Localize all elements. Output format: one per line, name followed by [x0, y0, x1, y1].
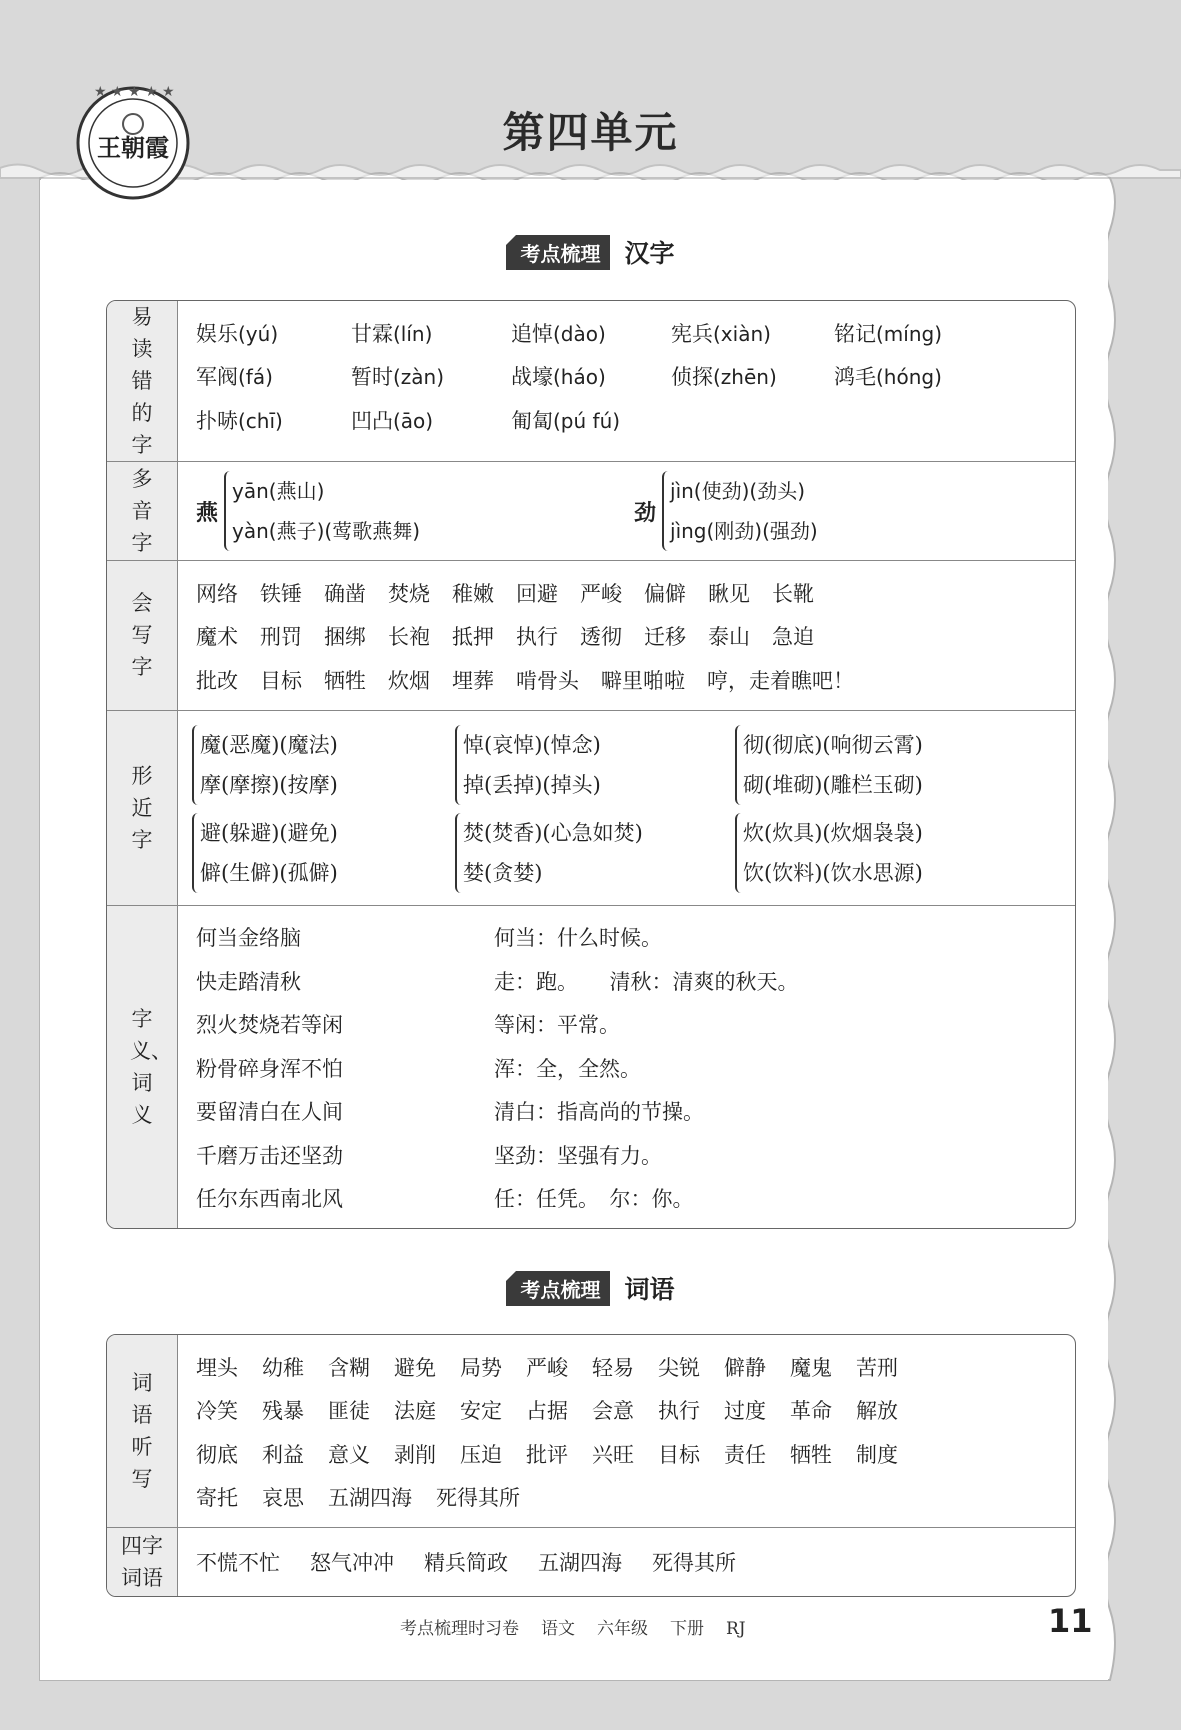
word: 透彻: [580, 625, 622, 650]
similar-char: 悼(哀悼)(悼念): [463, 732, 601, 757]
word: 回避: [516, 581, 558, 606]
word: 埋头: [196, 1355, 238, 1380]
yidu-line: [196, 311, 1075, 355]
word: 死得其所: [436, 1486, 520, 1511]
word: 铁锤: [260, 581, 302, 606]
word: 压迫: [460, 1442, 502, 1467]
meaning: 坚劲：坚强有力。: [494, 1143, 662, 1168]
yidu-content: [178, 301, 1075, 461]
section-heading-ciyu: [0, 1270, 1181, 1306]
pinyin: (yú): [238, 321, 279, 346]
pinyin: (fá): [238, 365, 273, 390]
meaning: 等闲：平常。: [494, 1013, 620, 1038]
ziyi-line: [196, 1090, 1075, 1134]
row-label: 词语听写: [107, 1335, 178, 1527]
pinyin: (háo): [553, 365, 606, 390]
word: 过度: [724, 1399, 766, 1424]
word: 侦探: [671, 365, 713, 390]
logo-text: 王朝霞: [97, 133, 169, 162]
verse: 烈火焚烧若等闲: [196, 1013, 343, 1038]
verse: 要留清白在人间: [196, 1100, 343, 1125]
hanzi-table: [106, 300, 1076, 1229]
word: 网络: [196, 581, 238, 606]
word: 魔鬼: [790, 1355, 832, 1380]
yidu-line: [196, 398, 1075, 442]
ziyi-line: [196, 959, 1075, 1003]
row-label: 字义、词义: [107, 906, 178, 1229]
huixie-line: [196, 658, 1075, 702]
similar-char: 彻(彻底)(响彻云霄): [743, 732, 923, 757]
brace-pair: [455, 725, 735, 805]
ziyi-line: [196, 916, 1075, 960]
similar-char: 焚(焚香)(心急如焚): [463, 820, 643, 845]
verse: 任尔东西南北风: [196, 1187, 343, 1212]
word: 会意: [592, 1399, 634, 1424]
yidu-item: [196, 361, 351, 391]
brace-pair: [455, 813, 735, 893]
word: 五湖四海: [328, 1486, 412, 1511]
word: 泰山: [708, 625, 750, 650]
word: 长袍: [388, 625, 430, 650]
word: 急迫: [772, 625, 814, 650]
yidu-item: [511, 318, 671, 348]
ziyi-line: [196, 1046, 1075, 1090]
word: 批评: [526, 1442, 568, 1467]
polyphone-item: 燕 yān(燕山) yàn(燕子)(莺歌燕舞): [196, 468, 634, 554]
similar-char: 掉(丢掉)(掉头): [463, 772, 601, 797]
verse: 粉骨碎身浑不怕: [196, 1056, 343, 1081]
section-title: 词语: [624, 1275, 675, 1304]
ziyi-line: [196, 1003, 1075, 1047]
yidu-item: [351, 361, 511, 391]
pinyin: (pú fú): [553, 408, 621, 433]
word: 暂时: [351, 365, 393, 390]
word: 批改: [196, 668, 238, 693]
yidu-item: [351, 318, 511, 348]
yidu-item: [834, 361, 974, 391]
yidu-item: [351, 405, 511, 435]
word: 僻静: [724, 1355, 766, 1380]
word: 幼稚: [262, 1355, 304, 1380]
word: 啃骨头: [516, 668, 579, 693]
word: 炊烟: [388, 668, 430, 693]
word: 苦刑: [856, 1355, 898, 1380]
word: 瞅见: [708, 581, 750, 606]
huixie-line: [196, 571, 1075, 615]
word: 不慌不忙: [196, 1550, 280, 1575]
yidu-item: [511, 405, 671, 435]
pinyin: (chī): [238, 408, 283, 433]
word: 利益: [262, 1442, 304, 1467]
word: 解放: [856, 1399, 898, 1424]
yidu-line: [196, 355, 1075, 399]
ziyi-content: [178, 906, 1075, 1229]
tingxie-line: [196, 1345, 1075, 1389]
word: 法庭: [394, 1399, 436, 1424]
yidu-item: [671, 361, 834, 391]
verse: 快走踏清秋: [196, 969, 301, 994]
similar-char: 魔(恶魔)(魔法): [200, 732, 338, 757]
word: 严峻: [580, 581, 622, 606]
word: 执行: [516, 625, 558, 650]
yidu-item: [671, 318, 834, 348]
word: 精兵简政: [424, 1550, 508, 1575]
page-number: 11: [1048, 1602, 1093, 1640]
row-xingjin: [107, 710, 1075, 905]
word: 革命: [790, 1399, 832, 1424]
section-title: 汉字: [624, 239, 675, 268]
similar-char: 饮(饮料)(饮水思源): [743, 860, 923, 885]
word: 剥削: [394, 1442, 436, 1467]
footer-item: 考点梳理时习卷: [400, 1619, 519, 1639]
tingxie-content: [178, 1335, 1075, 1527]
brace-pair: [735, 813, 1003, 893]
ziyi-line: [196, 1133, 1075, 1177]
pinyin: (xiàn): [713, 321, 771, 346]
word: 焚烧: [388, 581, 430, 606]
pinyin: (zàn): [393, 365, 445, 390]
xingjin-content: [178, 711, 1075, 905]
word: 匍匐: [511, 408, 553, 433]
word: 追悼: [511, 321, 553, 346]
word: 目标: [658, 1442, 700, 1467]
word: 五湖四海: [538, 1550, 622, 1575]
word: 捆绑: [324, 625, 366, 650]
word: 哼，走着瞧吧！: [707, 668, 854, 693]
pinyin: (lín): [393, 321, 433, 346]
similar-char: 婪(贪婪): [463, 860, 543, 885]
row-ziyi: [107, 905, 1075, 1229]
word: 抵押: [452, 625, 494, 650]
word: 执行: [658, 1399, 700, 1424]
word: 噼里啪啦: [601, 668, 685, 693]
word: 死得其所: [652, 1550, 736, 1575]
pinyin: (zhēn): [713, 365, 777, 390]
svg-text:★ ★ ★ ★ ★: ★ ★ ★ ★ ★: [94, 84, 175, 100]
word: 铭记: [834, 321, 876, 346]
similar-char: 摩(摩擦)(按摩): [200, 772, 338, 797]
pinyin: (hóng): [876, 365, 942, 390]
word: 宪兵: [671, 321, 713, 346]
word: 确凿: [324, 581, 366, 606]
word: 意义: [328, 1442, 370, 1467]
similar-char: 避(躲避)(避免): [200, 820, 338, 845]
tingxie-line: [196, 1432, 1075, 1476]
meaning: 走：跑。 清秋：清爽的秋天。: [494, 969, 799, 994]
word: 彻底: [196, 1442, 238, 1467]
yidu-item: [834, 318, 974, 348]
ziyi-line: [196, 1177, 1075, 1221]
xingjin-group: [192, 809, 1075, 897]
word: 匪徒: [328, 1399, 370, 1424]
row-sizi: [107, 1527, 1075, 1596]
row-tingxie: [107, 1335, 1075, 1527]
word: 目标: [260, 668, 302, 693]
brace-pair: [192, 725, 455, 805]
xingjin-group: [192, 721, 1075, 809]
word: 含糊: [328, 1355, 370, 1380]
word: 制度: [856, 1442, 898, 1467]
huixie-line: [196, 615, 1075, 659]
section-tag: 考点梳理: [506, 1271, 610, 1306]
tingxie-line: [196, 1476, 1075, 1520]
section-tag: 考点梳理: [506, 235, 610, 270]
footer-item: 语文: [541, 1619, 575, 1639]
yidu-item: [196, 318, 351, 348]
word: 凹凸: [351, 408, 393, 433]
word: 牺牲: [790, 1442, 832, 1467]
section-heading-hanzi: [0, 234, 1181, 270]
similar-char: 炊(炊具)(炊烟袅袅): [743, 820, 923, 845]
word: 责任: [724, 1442, 766, 1467]
sizi-content: [178, 1528, 1075, 1596]
sizi-line: [196, 1540, 1075, 1584]
meaning: 清白：指高尚的节操。: [494, 1100, 704, 1125]
word: 冷笑: [196, 1399, 238, 1424]
footer-item: RJ: [726, 1619, 746, 1639]
similar-char: 砌(堆砌)(雕栏玉砌): [743, 772, 923, 797]
word: 魔术: [196, 625, 238, 650]
word: 扑哧: [196, 408, 238, 433]
similar-char: 僻(生僻)(孤僻): [200, 860, 338, 885]
word: 局势: [460, 1355, 502, 1380]
pinyin: (āo): [393, 408, 434, 433]
word: 占据: [526, 1399, 568, 1424]
ciyu-table: [106, 1334, 1076, 1597]
yidu-item: [511, 361, 671, 391]
word: 甘霖: [351, 321, 393, 346]
word: 偏僻: [644, 581, 686, 606]
word: 刑罚: [260, 625, 302, 650]
word: 娱乐: [196, 321, 238, 346]
word: 避免: [394, 1355, 436, 1380]
word: 安定: [460, 1399, 502, 1424]
footer-item: 六年级: [597, 1619, 648, 1639]
tingxie-line: [196, 1389, 1075, 1433]
row-huixie: [107, 560, 1075, 710]
word: 长靴: [772, 581, 814, 606]
meaning: 浑：全，全然。: [494, 1056, 641, 1081]
row-label: 会写字: [107, 561, 178, 710]
row-yidu: [107, 301, 1075, 461]
meaning: 何当：什么时候。: [494, 926, 662, 951]
huixie-content: [178, 561, 1075, 710]
word: 军阀: [196, 365, 238, 390]
brace-pair: [735, 725, 1003, 805]
row-label: 多音字: [107, 462, 178, 560]
word: 严峻: [526, 1355, 568, 1380]
verse: 何当金络脑: [196, 926, 301, 951]
word: 残暴: [262, 1399, 304, 1424]
word: 鸿毛: [834, 365, 876, 390]
word: 稚嫩: [452, 581, 494, 606]
word: 尖锐: [658, 1355, 700, 1380]
word: 寄托: [196, 1486, 238, 1511]
word: 迁移: [644, 625, 686, 650]
row-label: 易读错的字: [107, 301, 178, 461]
word: 哀思: [262, 1486, 304, 1511]
row-duoyin: [107, 461, 1075, 560]
word: 埋葬: [452, 668, 494, 693]
brace-pair: [192, 813, 455, 893]
pinyin: (míng): [876, 321, 943, 346]
duoyin-content: [178, 462, 1075, 560]
meaning: 任：任凭。 尔：你。: [494, 1187, 694, 1212]
page-title: 第四单元: [502, 108, 679, 157]
row-label: 四字词语: [107, 1528, 178, 1596]
verse: 千磨万击还坚劲: [196, 1143, 343, 1168]
word: 轻易: [592, 1355, 634, 1380]
word: 怒气冲冲: [310, 1550, 394, 1575]
footer: [400, 1614, 768, 1639]
word: 兴旺: [592, 1442, 634, 1467]
word: 战壕: [511, 365, 553, 390]
word: 牺牲: [324, 668, 366, 693]
yidu-item: [196, 405, 351, 435]
row-label: 形近字: [107, 711, 178, 905]
footer-item: 下册: [670, 1619, 704, 1639]
pinyin: (dào): [553, 321, 606, 346]
polyphone-item: 劲 jìn(使劲)(劲头) jìng(刚劲)(强劲): [634, 468, 818, 554]
